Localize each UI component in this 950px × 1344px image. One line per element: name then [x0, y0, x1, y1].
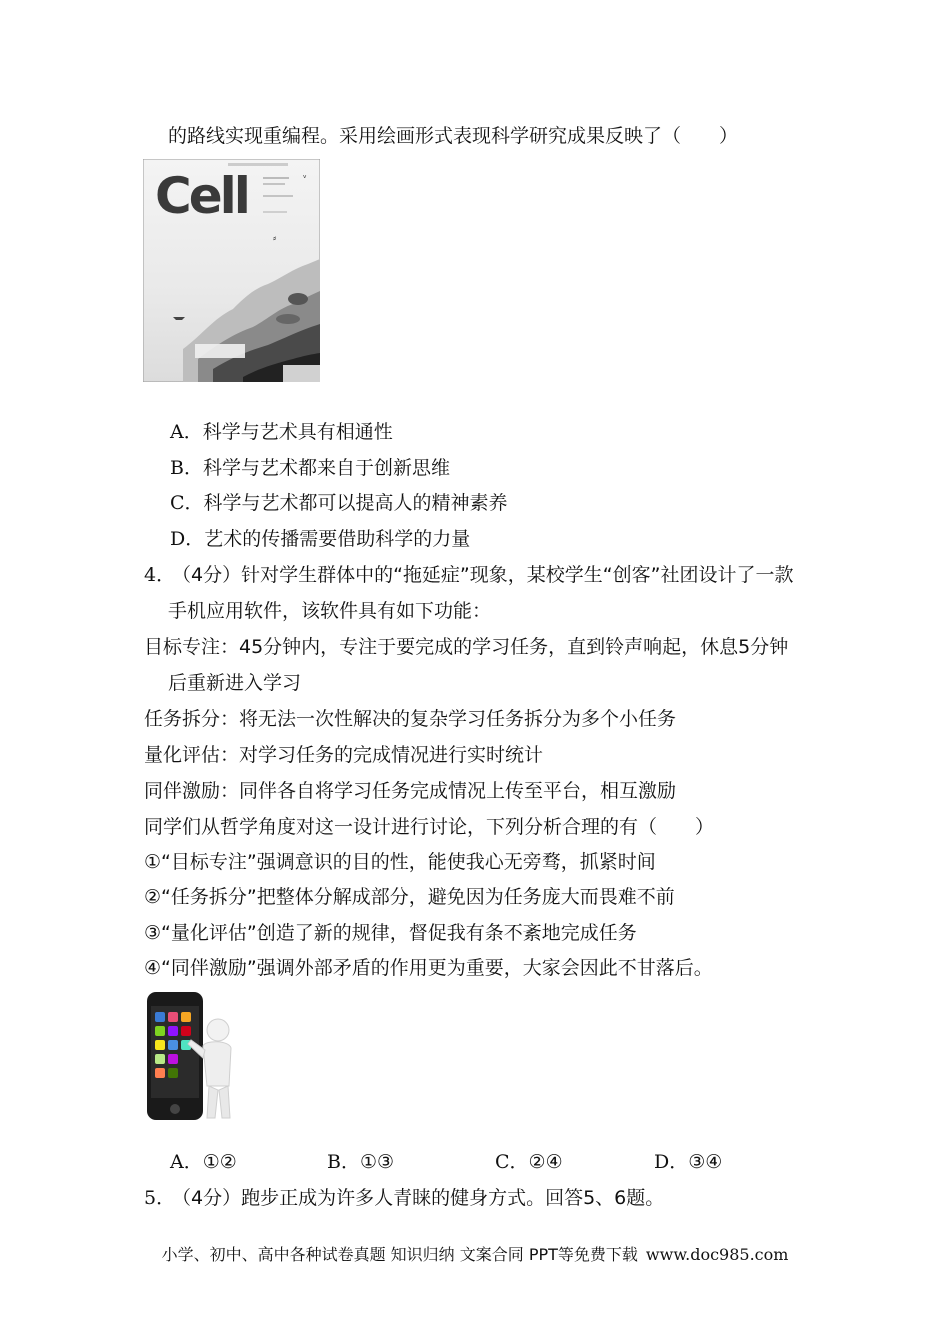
- svg-text:⸗: ⸗: [273, 233, 277, 244]
- option-text: ①②: [202, 1151, 237, 1173]
- page-footer: [0, 1244, 950, 1266]
- footer-text: 小学、初中、高中各种试卷真题 知识归纳 文案合同 PPT等免费下载: [161, 1245, 638, 1264]
- q4-stem-line-2: 手机应用软件，该软件具有如下功能：: [168, 600, 492, 622]
- q4-option-d[interactable]: [654, 1149, 722, 1175]
- q4-statement-3: ③“量化评估”创造了新的规律，督促我有条不紊地完成任务: [144, 922, 637, 944]
- option-letter: D．: [170, 528, 205, 550]
- cell-logo: Cell: [155, 167, 248, 225]
- q4-statement-1: ①“目标专注”强调意识的目的性，能使我心无旁骛，抓紧时间: [144, 851, 656, 873]
- footer-url[interactable]: www.doc985.com: [645, 1245, 789, 1264]
- option-letter: B．: [170, 457, 203, 479]
- q4-feature-focus: 目标专注：45分钟内，专注于要完成的学习任务，直到铃声响起，休息5分钟: [144, 636, 789, 658]
- question-3-stem-continuation: 的路线实现重编程。采用绘画形式表现科学研究成果反映了（ ）: [168, 125, 739, 147]
- phone-app-image: [143, 990, 235, 1125]
- q4-stem-line-1: （4分）针对学生群体中的“拖延症”现象，某校学生“创客”社团设计了一款: [172, 564, 794, 586]
- q4-statement-4: ④“同伴激励”强调外部矛盾的作用更为重要，大家会因此不甘落后。: [144, 957, 713, 979]
- option-text: 科学与艺术具有相通性: [202, 421, 393, 443]
- q4-question: 同学们从哲学角度对这一设计进行讨论，下列分析合理的有（ ）: [144, 816, 715, 838]
- q4-feature-evaluate: 量化评估：对学习任务的完成情况进行实时统计: [144, 744, 544, 766]
- option-letter: A．: [170, 1151, 203, 1173]
- option-text: 科学与艺术都可以提高人的精神素养: [203, 492, 508, 514]
- option-text: ②④: [528, 1151, 563, 1173]
- option-text: 科学与艺术都来自于创新思维: [202, 457, 450, 479]
- q4-feature-split: 任务拆分：将无法一次性解决的复杂学习任务拆分为多个小任务: [144, 708, 677, 730]
- q3-option-d[interactable]: [170, 526, 470, 552]
- svg-text:ᵛ: ᵛ: [303, 174, 307, 184]
- option-letter: D．: [654, 1151, 689, 1173]
- q3-option-a[interactable]: [170, 419, 393, 445]
- q4-feature-peer: 同伴激励：同伴各自将学习任务完成情况上传至平台，相互激励: [144, 780, 677, 802]
- q4-number: 4．: [144, 564, 176, 586]
- option-letter: A．: [170, 421, 203, 443]
- option-letter: C．: [495, 1151, 529, 1173]
- option-letter: B．: [327, 1151, 360, 1173]
- q4-option-a[interactable]: [170, 1149, 237, 1175]
- option-letter: C．: [170, 492, 204, 514]
- q4-feature-focus-cont: 后重新进入学习: [168, 672, 302, 694]
- q3-option-c[interactable]: [170, 490, 508, 516]
- option-text: 艺术的传播需要借助科学的力量: [204, 528, 471, 550]
- q5-number: 5．: [144, 1187, 176, 1209]
- cell-cover-image: [143, 159, 320, 382]
- q3-option-b[interactable]: [170, 455, 450, 481]
- q4-statement-2: ②“任务拆分”把整体分解成部分，避免因为任务庞大而畏难不前: [144, 886, 675, 908]
- q4-option-b[interactable]: [327, 1149, 394, 1175]
- option-text: ①③: [359, 1151, 395, 1173]
- q4-option-c[interactable]: [495, 1149, 563, 1175]
- option-text: ③④: [688, 1151, 723, 1173]
- q5-stem: （4分）跑步正成为许多人青睐的健身方式。回答5、6题。: [172, 1187, 665, 1209]
